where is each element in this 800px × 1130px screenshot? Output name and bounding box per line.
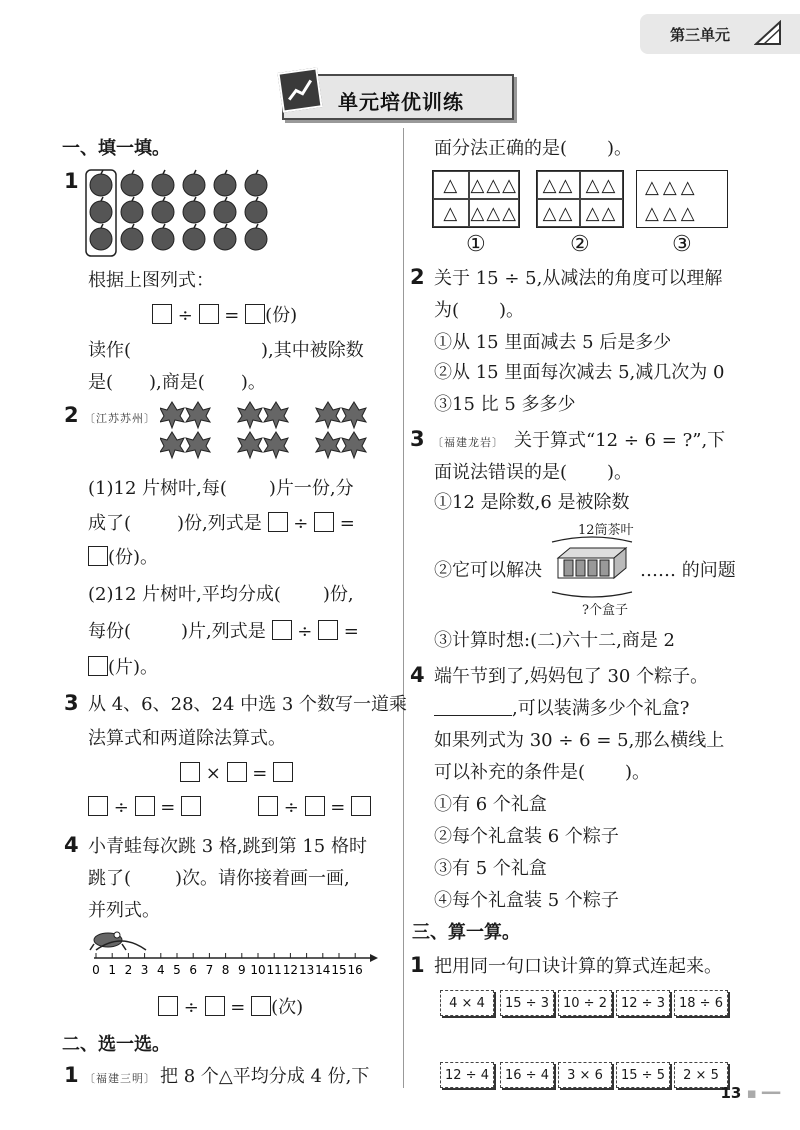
- q2-part1-line1: (1)12 片树叶,每( )片一份,分: [88, 478, 354, 499]
- apple-icon: [152, 201, 174, 223]
- q3-division-2: ÷ =: [258, 796, 371, 819]
- section-1-title: 一、填一填。: [62, 138, 170, 159]
- s2-q4-line4: 可以补充的条件是( )。: [434, 762, 651, 783]
- cell: △ △ △: [469, 199, 519, 227]
- apple-icon: [152, 174, 174, 196]
- leaf-icon: [186, 402, 210, 428]
- expression-card-top[interactable]: 4 × 4: [440, 990, 494, 1016]
- expression-card-bottom[interactable]: 16 ÷ 4: [500, 1062, 554, 1088]
- answer-box[interactable]: [181, 796, 201, 816]
- q3-line2: 法算式和两道除法算式。: [88, 728, 286, 749]
- box-count-label: ?个盒子: [582, 603, 628, 618]
- cell: △ △: [580, 171, 623, 199]
- tick-label: 12: [282, 963, 299, 977]
- apple-icon: [245, 201, 267, 223]
- q2-part2-line2: 每份( )片,列式是 ÷ =: [88, 621, 359, 642]
- q1-equation: ÷ = (份): [152, 304, 297, 327]
- q4-number: 4: [64, 833, 79, 857]
- s2-q3-number: 3: [410, 427, 425, 451]
- answer-box[interactable]: [272, 620, 292, 640]
- answer-box[interactable]: [227, 762, 247, 782]
- apple-icon: [214, 228, 236, 250]
- s3-q1-number: 1: [410, 953, 425, 977]
- s2-q2-number: 2: [410, 265, 425, 289]
- q4-equation: ÷ = (次): [158, 996, 303, 1019]
- leaf-icon: [264, 402, 288, 428]
- q1-result-line: 是( ),商是( )。: [88, 372, 266, 393]
- cell: △ △ △: [469, 171, 519, 199]
- apples-figure: [84, 168, 274, 258]
- tick-label: 11: [266, 963, 282, 977]
- s2-q4-option-2: ②每个礼盒装 6 个粽子: [434, 826, 619, 847]
- fill-in-line[interactable]: [434, 715, 512, 716]
- s2-q3-option-2a: ②它可以解决: [434, 560, 542, 581]
- apple-icon: [245, 174, 267, 196]
- apple-icon: [90, 174, 112, 196]
- answer-box[interactable]: [205, 996, 225, 1016]
- page-title: 单元培优训练: [338, 90, 464, 114]
- s2-q1-line2: 面分法正确的是( )。: [434, 138, 633, 159]
- expression-card-top[interactable]: 15 ÷ 3: [500, 990, 554, 1016]
- q4-line2: 跳了( )次。请你接着画一画,: [88, 868, 350, 889]
- s2-q4-option-1: ①有 6 个礼盒: [434, 794, 547, 815]
- tick-label: 15: [331, 963, 347, 977]
- answer-box[interactable]: [245, 304, 265, 324]
- q3-line1: 从 4、6、28、24 中选 3 个数写一道乘: [88, 694, 408, 715]
- tick-label: 10: [250, 963, 266, 977]
- s2-q3-option-2b: …… 的问题: [640, 560, 736, 581]
- apple-icon: [121, 228, 143, 250]
- page-number: 13 ▪ ━━: [720, 1084, 780, 1102]
- answer-box[interactable]: [273, 762, 293, 782]
- answer-box[interactable]: [88, 656, 108, 676]
- q3-number: 3: [64, 691, 79, 715]
- s2-q4-number: 4: [410, 663, 425, 687]
- apple-icon: [214, 174, 236, 196]
- answer-box[interactable]: [152, 304, 172, 324]
- q1-number: 1: [64, 169, 79, 193]
- leaves-figure: [160, 400, 380, 464]
- answer-box[interactable]: [251, 996, 271, 1016]
- q2-part2-line1: (2)12 片树叶,平均分成( )份,: [88, 584, 354, 605]
- leaf-icon: [316, 402, 340, 428]
- q2-part1-line3: (份)。: [88, 546, 158, 569]
- apple-icon: [183, 174, 205, 196]
- cell: △: [433, 171, 469, 199]
- q2-source-tag: 〔江苏苏州〕: [84, 412, 156, 425]
- s2-q4-line1: 端午节到了,妈妈包了 30 个粽子。: [434, 666, 709, 687]
- tick-label: 2: [124, 963, 133, 977]
- answer-box[interactable]: [268, 512, 288, 532]
- ruler-icon: [754, 20, 782, 46]
- s2-q2-option-1: ①从 15 里面减去 5 后是多少: [434, 332, 672, 353]
- tick-label: 6: [189, 963, 198, 977]
- cell: △ △: [537, 199, 580, 227]
- column-divider: [403, 128, 404, 1088]
- chart-icon: [277, 67, 322, 112]
- q4-line3: 并列式。: [88, 900, 160, 921]
- cell: △ △: [537, 171, 580, 199]
- option-1-grid: [432, 170, 520, 228]
- apple-icon: [183, 201, 205, 223]
- tick-label: 14: [315, 963, 331, 977]
- answer-box[interactable]: [158, 996, 178, 1016]
- answer-box[interactable]: [351, 796, 371, 816]
- expression-card-top[interactable]: 10 ÷ 2: [558, 990, 612, 1016]
- section-2-title: 二、选一选。: [62, 1034, 170, 1055]
- q4-line1: 小青蛙每次跳 3 格,跳到第 15 格时: [88, 836, 367, 857]
- answer-box[interactable]: [135, 796, 155, 816]
- apple-icon: [90, 201, 112, 223]
- leaf-icon: [238, 402, 262, 428]
- answer-box[interactable]: [199, 304, 219, 324]
- apple-icon: [121, 201, 143, 223]
- leaf-icon: [238, 432, 262, 458]
- answer-box[interactable]: [88, 546, 108, 566]
- s2-q2-option-3: ③15 比 5 多多少: [434, 394, 576, 415]
- tick-label: 3: [140, 963, 149, 977]
- apple-icon: [245, 228, 267, 250]
- s2-q3-line2: 面说法错误的是( )。: [434, 462, 633, 483]
- cell: △: [433, 199, 469, 227]
- unit-tab: [640, 14, 800, 54]
- leaf-icon: [342, 402, 366, 428]
- tick-label: 16: [347, 963, 363, 977]
- q2-number: 2: [64, 403, 79, 427]
- leaf-icon: [160, 432, 184, 458]
- q2-part1-line2: 成了( )份,列式是 ÷ =: [88, 513, 355, 534]
- unit-label: 第三单元: [670, 26, 731, 44]
- section-3-title: 三、算一算。: [412, 922, 520, 943]
- expression-card-bottom[interactable]: 12 ÷ 4: [440, 1062, 494, 1088]
- option-3-label: ③: [672, 232, 692, 257]
- tick-label: 1: [108, 963, 117, 977]
- answer-box[interactable]: [88, 796, 108, 816]
- leaf-icon: [160, 402, 184, 428]
- s2-q3-option-1: ①12 是除数,6 是被除数: [434, 492, 630, 513]
- expression-card-top[interactable]: 12 ÷ 3: [616, 990, 670, 1016]
- leaf-icon: [342, 432, 366, 458]
- option-2-label: ②: [570, 232, 590, 257]
- tea-count-label: 12筒茶叶: [578, 523, 634, 538]
- s2-q3-line1: 关于算式“12 ÷ 6 = ?”,下: [514, 430, 726, 451]
- tick-label: 0: [92, 963, 100, 977]
- apple-icon: [183, 228, 205, 250]
- s2-q1-number: 1: [64, 1063, 79, 1087]
- option-2-grid: [536, 170, 624, 228]
- s2-q2-line1: 关于 15 ÷ 5,从减法的角度可以理解: [434, 268, 723, 289]
- q1-read-line: 读作( ),其中被除数: [88, 340, 364, 361]
- s2-q4-line2: ,可以装满多少个礼盒?: [434, 698, 689, 720]
- apple-icon: [121, 174, 143, 196]
- title-banner: [282, 74, 514, 120]
- answer-box[interactable]: [314, 512, 334, 532]
- apple-icon: [214, 201, 236, 223]
- s2-q4-option-4: ④每个礼盒装 5 个粽子: [434, 890, 619, 911]
- tick-label: 13: [298, 963, 315, 977]
- leaf-icon: [264, 432, 288, 458]
- tea-box-figure: [548, 534, 638, 602]
- s2-q2-line2: 为( )。: [434, 300, 525, 321]
- option-3-grid: △△△ △△△: [636, 170, 728, 228]
- s2-q3-source-tag: 〔福建龙岩〕: [432, 436, 504, 449]
- q3-division-1: ÷ =: [88, 796, 201, 819]
- answer-box[interactable]: [318, 620, 338, 640]
- answer-box[interactable]: [305, 796, 325, 816]
- leaf-icon: [316, 432, 340, 458]
- s2-q1-line1: 把 8 个△平均分成 4 份,下: [160, 1066, 370, 1087]
- expression-card-bottom[interactable]: 2 × 5: [674, 1062, 728, 1088]
- expression-card-bottom[interactable]: 15 ÷ 5: [616, 1062, 670, 1088]
- answer-box[interactable]: [180, 762, 200, 782]
- option-1-label: ①: [466, 232, 486, 257]
- s2-q3-option-3: ③计算时想:(二)六十二,商是 2: [434, 630, 676, 651]
- tick-label: 7: [205, 963, 214, 977]
- s2-q1-source-tag: 〔福建三明〕: [84, 1072, 156, 1085]
- tick-label: 5: [173, 963, 181, 977]
- s2-q4-option-3: ③有 5 个礼盒: [434, 858, 547, 879]
- tick-label: 4: [156, 963, 165, 977]
- s2-q2-option-2: ②从 15 里面每次减去 5,减几次为 0: [434, 362, 725, 383]
- expression-card-bottom[interactable]: 3 × 6: [558, 1062, 612, 1088]
- apple-icon: [90, 228, 112, 250]
- number-line: [86, 926, 386, 982]
- q3-multiplication: × =: [180, 762, 293, 785]
- tick-label: 8: [221, 963, 230, 977]
- q2-part2-line3: (片)。: [88, 656, 158, 679]
- q1-instruction: 根据上图列式：: [88, 270, 214, 291]
- apple-icon: [152, 228, 174, 250]
- leaf-icon: [186, 432, 210, 458]
- s2-q4-line3: 如果列式为 30 ÷ 6 = 5,那么横线上: [434, 730, 725, 751]
- expression-card-top[interactable]: 18 ÷ 6: [674, 990, 728, 1016]
- cell: △ △: [580, 199, 623, 227]
- answer-box[interactable]: [258, 796, 278, 816]
- tick-label: 9: [237, 963, 246, 977]
- s3-q1-line1: 把用同一句口诀计算的算式连起来。: [434, 956, 722, 977]
